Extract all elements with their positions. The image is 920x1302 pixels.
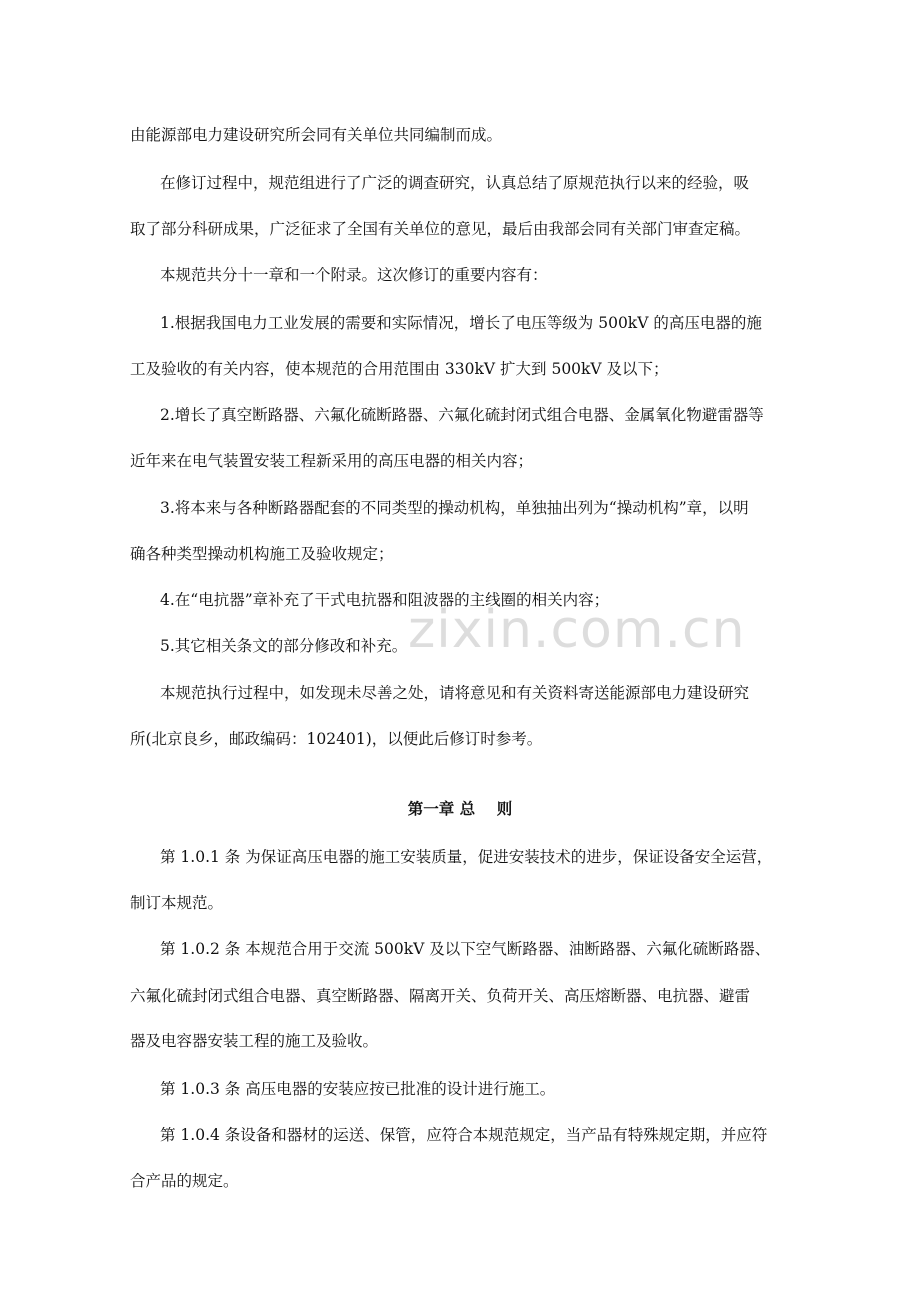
article-1-0-1-line-1: 第 1.0.1 条 为保证高压电器的施工安装质量，促进安装技术的进步，保证设备安全运营， bbox=[160, 848, 773, 866]
chapter-title: 第一章 总 则 bbox=[407, 799, 513, 818]
intro-line-11: 4.在“电抗器”章补充了干式电抗器和阻波器的主线圈的相关内容； bbox=[160, 591, 610, 609]
intro-line-2: 在修订过程中，规范组进行了广泛的调查研究，认真总结了原规范执行以来的经验，吸 bbox=[160, 174, 750, 192]
article-1-0-2-line-2: 六氟化硫封闭式组合电器、真空断路器、隔离开关、负荷开关、高压熔断器、电抗器、避雷 bbox=[130, 987, 751, 1005]
article-1-0-4-line-1: 第 1.0.4 条设备和器材的运送、保管，应符合本规范规定，当产品有特殊规定期，并应符 bbox=[160, 1126, 768, 1144]
watermark: zixin.com.cn bbox=[408, 600, 746, 660]
intro-line-13: 本规范执行过程中，如发现未尽善之处，请将意见和有关资料寄送能源部电力建设研究 bbox=[160, 684, 750, 702]
article-1-0-1-line-2: 制订本规范。 bbox=[130, 894, 224, 912]
article-1-0-2-line-3: 器及电容器安装工程的施工及验收。 bbox=[130, 1032, 379, 1050]
intro-line-12: 5.其它相关条文的部分修改和补充。 bbox=[160, 637, 408, 655]
intro-line-6: 工及验收的有关内容，使本规范的合用范围由 330kV 扩大到 500kV 及以下； bbox=[130, 360, 669, 378]
intro-line-1: 由能源部电力建设研究所会同有关单位共同编制而成。 bbox=[130, 126, 503, 144]
intro-line-9: 3.将本来与各种断路器配套的不同类型的操动机构，单独抽出列为“操动机构”章，以明 bbox=[160, 499, 749, 517]
article-1-0-2-line-1: 第 1.0.2 条 本规范合用于交流 500kV 及以下空气断路器、油断路器、六氟化硫断路器、 bbox=[160, 940, 771, 958]
intro-line-10: 确各种类型操动机构施工及验收规定； bbox=[130, 545, 394, 563]
intro-line-8: 近年来在电气装置安装工程新采用的高压电器的相关内容； bbox=[130, 452, 534, 470]
article-1-0-3-line-1: 第 1.0.3 条 高压电器的安装应按已批准的设计进行施工。 bbox=[160, 1080, 556, 1098]
intro-line-5: 1.根据我国电力工业发展的需要和实际情况，增长了电压等级为 500kV 的高压电器的施 bbox=[160, 314, 762, 332]
intro-line-14: 所(北京良乡，邮政编码：102401)，以便此后修订时参考。 bbox=[130, 730, 543, 748]
intro-line-4: 本规范共分十一章和一个附录。这次修订的重要内容有： bbox=[160, 266, 548, 284]
article-1-0-4-line-2: 合产品的规定。 bbox=[130, 1172, 239, 1190]
intro-line-7: 2.增长了真空断路器、六氟化硫断路器、六氟化硫封闭式组合电器、金属氧化物避雷器等 bbox=[160, 406, 764, 424]
intro-line-3: 取了部分科研成果，广泛征求了全国有关单位的意见，最后由我部会同有关部门审查定稿。 bbox=[130, 220, 751, 238]
